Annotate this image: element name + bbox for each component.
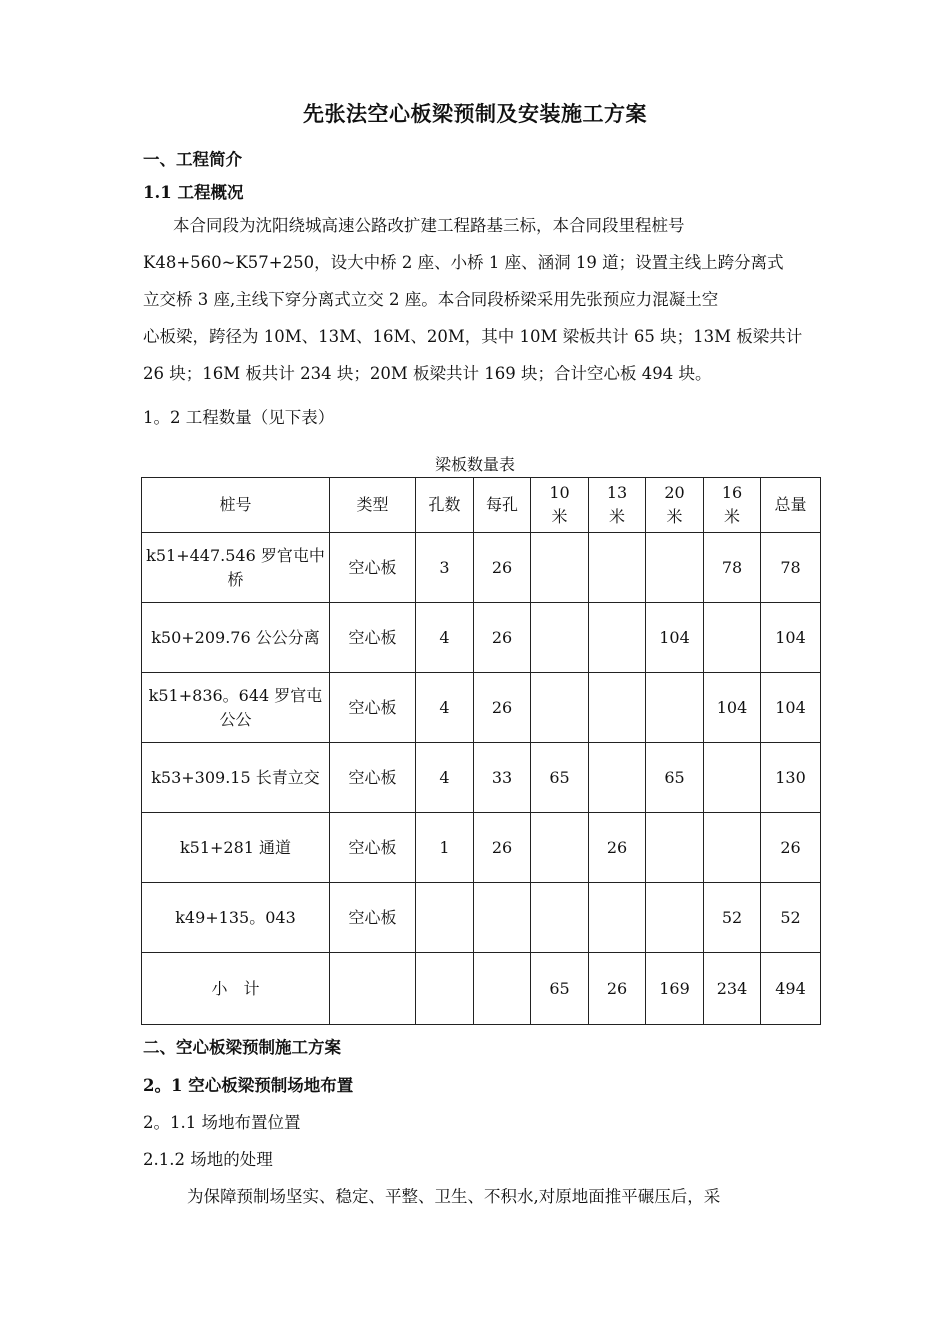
table-cell: k51+281 通道 xyxy=(142,813,330,883)
table-cell xyxy=(330,953,416,1025)
table-total-row xyxy=(142,953,821,1025)
table-row xyxy=(142,673,821,743)
table-cell xyxy=(704,813,761,883)
header-cell: 孔数 xyxy=(416,478,474,533)
table-cell: 52 xyxy=(704,883,761,953)
table-cell xyxy=(589,743,646,813)
section-2-1-2-item: 2.1.2 场地的处理 xyxy=(143,1150,273,1169)
paragraph-line: 心板梁，跨径为 10M、13M、16M、20M，其中 10M 梁板共计 65 块；13M 板梁共计 xyxy=(143,327,803,346)
table-caption: 梁板数量表 xyxy=(434,455,515,474)
table-cell: 空心板 xyxy=(330,673,416,743)
section-2-1-heading: 2。1 空心板梁预制场地布置 xyxy=(143,1076,354,1095)
table-cell: 494 xyxy=(761,953,821,1025)
section-2-1-1-item: 2。1.1 场地布置位置 xyxy=(143,1113,301,1132)
table-cell: 4 xyxy=(416,603,474,673)
table-cell xyxy=(531,533,589,603)
table-cell: 65 xyxy=(531,743,589,813)
table-cell xyxy=(531,883,589,953)
table-row xyxy=(142,533,821,603)
table-cell: 26 xyxy=(589,813,646,883)
table-cell xyxy=(474,883,531,953)
table-cell: 1 xyxy=(416,813,474,883)
table-cell: 33 xyxy=(474,743,531,813)
header-cell: 总量 xyxy=(761,478,821,533)
header-cell: 类型 xyxy=(330,478,416,533)
table-cell: k50+209.76 公公分离 xyxy=(142,603,330,673)
table-cell: 65 xyxy=(531,953,589,1025)
table-cell: 78 xyxy=(761,533,821,603)
table-cell xyxy=(416,883,474,953)
table-cell xyxy=(704,603,761,673)
table-cell: 65 xyxy=(646,743,704,813)
section-1-1-paragraph xyxy=(143,207,811,392)
table-cell: 空心板 xyxy=(330,603,416,673)
table-cell: k51+447.546 罗官屯中桥 xyxy=(142,533,330,603)
table-cell: 26 xyxy=(474,813,531,883)
table-row xyxy=(142,883,821,953)
table-cell: 52 xyxy=(761,883,821,953)
table-cell xyxy=(646,883,704,953)
section-2-1-2-paragraph: 为保障预制场坚实、稳定、平整、卫生、不积水,对原地面推平碾压后，采 xyxy=(187,1187,721,1206)
table-cell: 104 xyxy=(704,673,761,743)
table-cell xyxy=(646,673,704,743)
table-cell: 26 xyxy=(474,603,531,673)
table-cell: 26 xyxy=(761,813,821,883)
header-cell: 10 米 xyxy=(531,478,589,533)
header-cell: 每孔 xyxy=(474,478,531,533)
table-cell: 4 xyxy=(416,673,474,743)
paragraph-line: 本合同段为沈阳绕城高速公路改扩建工程路基三标，本合同段里程桩号 xyxy=(173,216,685,235)
paragraph-line: 26 块；16M 板共计 234 块；20M 板梁共计 169 块；合计空心板 494 块。 xyxy=(143,364,712,383)
document-title: 先张法空心板梁预制及安装施工方案 xyxy=(303,101,647,126)
table-cell: k51+836。644 罗官屯公公 xyxy=(142,673,330,743)
table-cell xyxy=(589,673,646,743)
paragraph-line: K48+560~K57+250，设大中桥 2 座、小桥 1 座、涵洞 19 道；设置主线上跨分离式 xyxy=(143,253,784,272)
table-cell xyxy=(589,533,646,603)
table-cell xyxy=(474,953,531,1025)
table-cell: 空心板 xyxy=(330,883,416,953)
table-cell xyxy=(704,743,761,813)
header-cell: 桩号 xyxy=(142,478,330,533)
table-cell xyxy=(531,813,589,883)
table-cell xyxy=(589,883,646,953)
table-cell: 78 xyxy=(704,533,761,603)
table-cell: 4 xyxy=(416,743,474,813)
table-cell xyxy=(646,533,704,603)
table-cell: k53+309.15 长青立交 xyxy=(142,743,330,813)
header-cell: 20 米 xyxy=(646,478,704,533)
table-cell: k49+135。043 xyxy=(142,883,330,953)
table-body xyxy=(142,533,821,1025)
table-cell: 169 xyxy=(646,953,704,1025)
table-cell: 26 xyxy=(589,953,646,1025)
section-1-2-heading: 1。2 工程数量（见下表） xyxy=(143,408,335,427)
table-cell xyxy=(416,953,474,1025)
table-cell: 104 xyxy=(761,603,821,673)
table-cell xyxy=(531,673,589,743)
paragraph-line: 立交桥 3 座,主线下穿分离式立交 2 座。本合同段桥梁采用先张预应力混凝土空 xyxy=(143,290,719,309)
quantity-table xyxy=(141,477,821,1025)
table-cell: 104 xyxy=(761,673,821,743)
table-cell xyxy=(531,603,589,673)
table-cell: 空心板 xyxy=(330,743,416,813)
table-cell: 空心板 xyxy=(330,533,416,603)
section-1-heading: 一、工程简介 xyxy=(143,150,242,169)
table-row xyxy=(142,743,821,813)
header-cell: 13 米 xyxy=(589,478,646,533)
table-cell: 26 xyxy=(474,673,531,743)
section-2-heading: 二、空心板梁预制施工方案 xyxy=(143,1038,341,1057)
table-cell: 3 xyxy=(416,533,474,603)
table-header-row xyxy=(142,478,821,533)
table-cell: 104 xyxy=(646,603,704,673)
table-cell: 26 xyxy=(474,533,531,603)
header-cell: 16 米 xyxy=(704,478,761,533)
table-cell: 空心板 xyxy=(330,813,416,883)
table-cell xyxy=(646,813,704,883)
table-cell xyxy=(589,603,646,673)
table-cell: 130 xyxy=(761,743,821,813)
table-cell: 小 计 xyxy=(142,953,330,1025)
table-cell: 234 xyxy=(704,953,761,1025)
table-row xyxy=(142,603,821,673)
section-1-1-heading: 1.1 工程概况 xyxy=(143,183,244,202)
table-row xyxy=(142,813,821,883)
